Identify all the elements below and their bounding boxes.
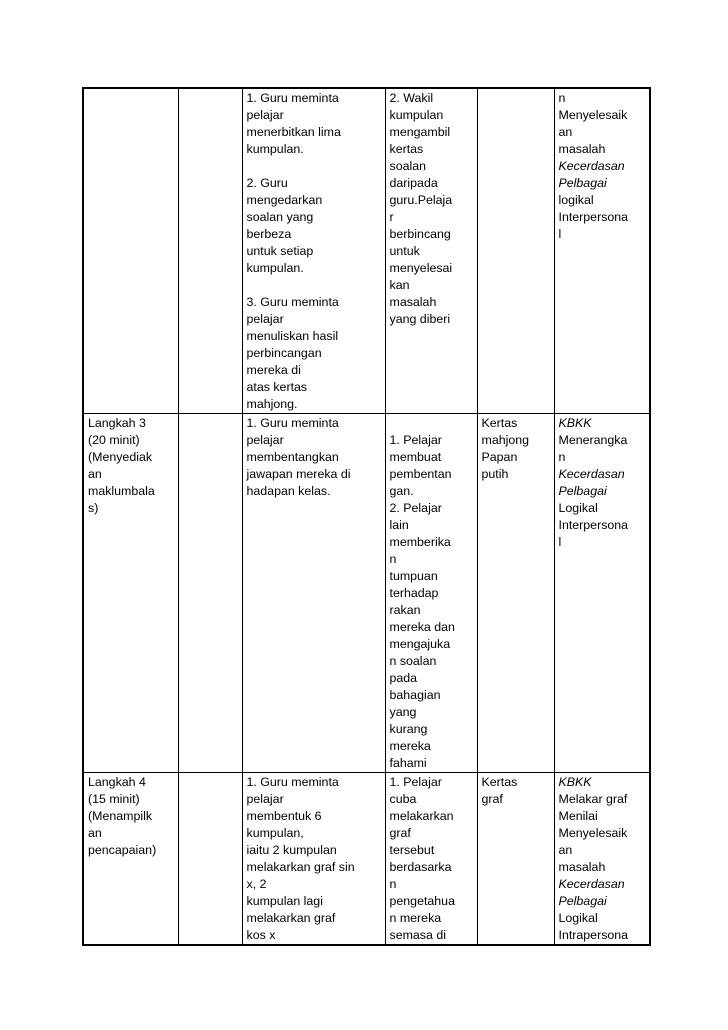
cell-line: kertas [389, 142, 424, 156]
cell-line: Pelbagai [558, 484, 607, 498]
cell-line: graf [481, 792, 503, 806]
material-cell [477, 773, 554, 946]
cell-line: melakarkan [389, 809, 454, 823]
cell-line: mahjong. [246, 397, 298, 411]
cell-line: perbincangan [246, 346, 322, 360]
cell-line: cuba [389, 792, 417, 806]
stage-cell [83, 773, 178, 946]
cell-line: pengetahua [389, 894, 455, 908]
cell-line: Melakar graf [558, 792, 628, 806]
cell-line: n [558, 450, 566, 464]
cell-line: untuk [389, 244, 420, 258]
cell-line: guru.Pelaja [389, 193, 453, 207]
cell-line: Menyelesaik [558, 108, 628, 122]
cell-line: Kertas [481, 775, 518, 789]
cell-line: x, 2 [246, 877, 267, 891]
cell-line: daripada [389, 176, 438, 190]
table-row-langkah-4 [83, 773, 650, 946]
cell-line: kumpulan [389, 108, 444, 122]
cell-line: pencapaian) [88, 843, 157, 857]
cell-line: logikal [558, 193, 594, 207]
cell-line: pelajar [246, 108, 284, 122]
cell-line [390, 415, 473, 432]
table-row-langkah-3 [83, 414, 650, 773]
cell-line: Kertas [481, 416, 518, 430]
cell-line: tersebut [389, 843, 435, 857]
cell-line: mengambil [389, 125, 451, 139]
cell-line: soalan yang [246, 210, 314, 224]
cell-line: pelajar [246, 792, 284, 806]
notes-cell [554, 88, 650, 414]
student-activity-cell [385, 773, 477, 946]
material-cell [477, 414, 554, 773]
cell-line: 2. Wakil [389, 91, 434, 105]
cell-line: 2. Guru [246, 176, 288, 190]
cell-line: atas kertas [246, 380, 308, 394]
cell-line: 1. Guru meminta [246, 91, 339, 105]
cell-line: Papan [481, 450, 518, 464]
cell-line: yang diberi [389, 312, 451, 326]
cell-line: tumpuan [389, 569, 438, 583]
cell-line: an [88, 467, 102, 481]
cell-line: berbincang [389, 227, 451, 241]
cell-line: Menerangka [558, 433, 628, 447]
table-row-continuation [83, 88, 650, 414]
cell-line: Menyelesaik [558, 826, 628, 840]
cell-line: masalah [558, 860, 606, 874]
cell-line: mereka dan [389, 620, 455, 634]
teacher-activity-cell [242, 414, 385, 773]
cell-line: an [88, 826, 102, 840]
cell-line: mahjong [481, 433, 530, 447]
cell-line: terhadap [389, 586, 439, 600]
cell-line: Kecerdasan [558, 467, 625, 481]
blank-cell [178, 414, 242, 773]
cell-line [247, 158, 381, 175]
notes-cell [554, 773, 650, 946]
cell-line: Interpersona [558, 518, 629, 532]
cell-line: bahagian [389, 688, 441, 702]
cell-line: putih [481, 467, 509, 481]
cell-line: n [558, 91, 566, 105]
cell-line: pada [389, 671, 418, 685]
cell-line: an [558, 125, 573, 139]
cell-line: Logikal [558, 501, 598, 515]
cell-line: 1. Guru meminta [246, 775, 339, 789]
cell-line: masalah [558, 142, 606, 156]
cell-line: an [558, 843, 573, 857]
cell-line: mengedarkan [246, 193, 323, 207]
cell-line: fahami [389, 756, 427, 770]
cell-line: berbeza [246, 227, 292, 241]
cell-line: n mereka [389, 911, 442, 925]
stage-cell [83, 88, 178, 414]
blank-cell [178, 88, 242, 414]
cell-line: mengajuka [389, 637, 451, 651]
cell-line: l [558, 535, 562, 549]
cell-line: kos x [246, 928, 276, 942]
material-cell [477, 88, 554, 414]
cell-line: n soalan [389, 654, 437, 668]
cell-line: (15 minit) [88, 792, 140, 806]
cell-line: kan [389, 278, 410, 292]
cell-line: KBKK [558, 416, 592, 430]
teacher-activity-cell [242, 773, 385, 946]
cell-line: 1. Pelajar [389, 433, 442, 447]
cell-line: melakarkan graf sin [246, 860, 355, 874]
cell-line: graf [389, 826, 411, 840]
cell-line: melakarkan graf [246, 911, 336, 925]
cell-line: iaitu 2 kumpulan [246, 843, 337, 857]
cell-line: (20 minit) [88, 433, 140, 447]
cell-line: s) [88, 501, 99, 515]
cell-line: gan. [389, 484, 414, 498]
cell-line: rakan [389, 603, 421, 617]
student-activity-cell [385, 88, 477, 414]
cell-line: kumpulan. [246, 261, 304, 275]
cell-line: Pelbagai [558, 894, 607, 908]
cell-line: semasa di [389, 928, 446, 942]
cell-line: maklumbala [88, 484, 155, 498]
cell-line [247, 277, 381, 294]
cell-line: kurang [389, 722, 428, 736]
cell-line: Langkah 4 [88, 775, 146, 789]
cell-line: menuliskan hasil [246, 329, 339, 343]
cell-line: kumpulan lagi [246, 894, 323, 908]
cell-line: Menilai [558, 809, 598, 823]
cell-line: untuk setiap [246, 244, 314, 258]
cell-line: Logikal [558, 911, 598, 925]
cell-line: berdasarka [389, 860, 452, 874]
blank-cell [178, 773, 242, 946]
cell-line: soalan [389, 159, 427, 173]
cell-line: kumpulan. [246, 142, 304, 156]
cell-line: lain [389, 518, 409, 532]
cell-line: jawapan mereka di [246, 467, 351, 481]
cell-line: kumpulan, [246, 826, 304, 840]
cell-line: masalah [389, 295, 437, 309]
cell-line: mereka [389, 739, 431, 753]
cell-line: membentangkan [246, 450, 339, 464]
cell-line: pelajar [246, 433, 284, 447]
cell-line: (Menyediak [88, 450, 153, 464]
cell-line: 1. Pelajar [389, 775, 442, 789]
cell-line: Langkah 3 [88, 416, 146, 430]
student-activity-cell [385, 414, 477, 773]
lesson-plan-table [82, 87, 651, 946]
cell-line: r [389, 210, 394, 224]
cell-line: menerbitkan lima [246, 125, 341, 139]
cell-line: hadapan kelas. [246, 484, 331, 498]
cell-line: Kecerdasan [558, 877, 625, 891]
cell-line: 3. Guru meminta [246, 295, 339, 309]
cell-line: memberika [389, 535, 451, 549]
cell-line: menyelesai [389, 261, 453, 275]
cell-line: membentuk 6 [246, 809, 322, 823]
cell-line: l [558, 227, 562, 241]
cell-line: Interpersona [558, 210, 629, 224]
cell-line: 1. Guru meminta [246, 416, 339, 430]
cell-line: mereka di [246, 363, 301, 377]
stage-cell [83, 414, 178, 773]
cell-line: pembentan [389, 467, 452, 481]
notes-cell [554, 414, 650, 773]
cell-line: yang [389, 705, 417, 719]
cell-line: (Menampilk [88, 809, 153, 823]
cell-line: membuat [389, 450, 442, 464]
cell-line: n [389, 552, 397, 566]
cell-line: n [389, 877, 397, 891]
teacher-activity-cell [242, 88, 385, 414]
cell-line: Intrapersona [558, 928, 629, 942]
cell-line: 2. Pelajar [389, 501, 442, 515]
cell-line: Kecerdasan [558, 159, 625, 173]
cell-line: Pelbagai [558, 176, 607, 190]
lesson-plan-body [83, 88, 650, 945]
cell-line: pelajar [246, 312, 284, 326]
cell-line: KBKK [558, 775, 592, 789]
